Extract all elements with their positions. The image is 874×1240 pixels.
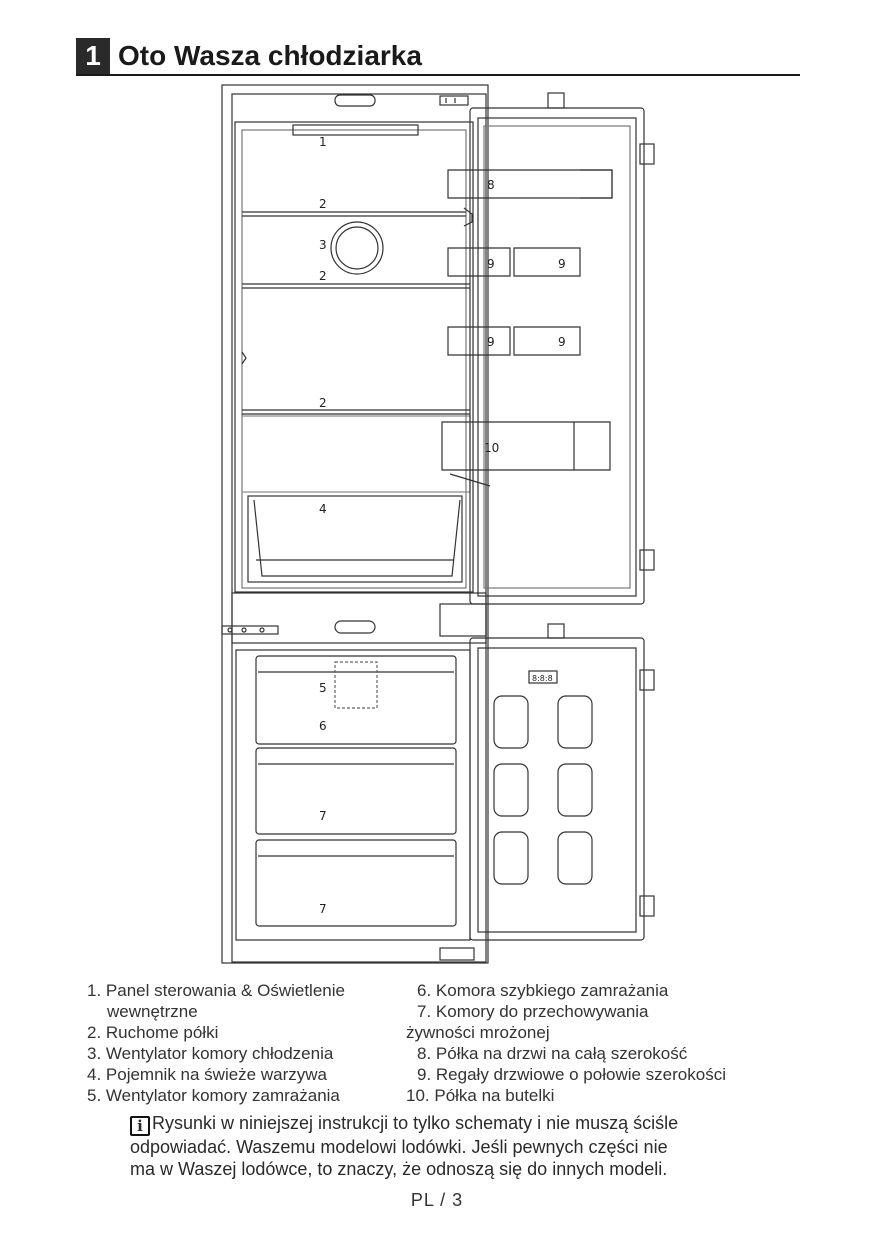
shelf-2c: [242, 410, 470, 414]
legend-item-continuation: żywności mrożonej: [406, 1023, 550, 1042]
shelf-2a: [242, 212, 466, 216]
left-hinge: [222, 626, 278, 634]
crisper-box: [248, 496, 462, 582]
info-icon: i: [130, 1116, 150, 1136]
legend-item: 4. Pojemnik na świeże warzywa: [87, 1065, 327, 1084]
fridge-cavity-inner: [242, 130, 466, 588]
freezer-drawer-3: [256, 840, 456, 926]
callout-7: 7: [319, 902, 327, 916]
freezer-cavity: [236, 650, 470, 940]
fridge-door-liner: [484, 126, 630, 588]
note-text: Rysunki w niniejszej instrukcji to tylko schematy i nie muszą ściśle: [152, 1113, 679, 1133]
middle-handle: [335, 621, 375, 633]
legend-item: 10. Półka na butelki: [406, 1086, 555, 1105]
freezer-door: [470, 624, 654, 940]
freezer-door-pin: [548, 624, 564, 638]
legend-item: 9. Regały drzwiowe o połowie szerokości: [417, 1065, 726, 1084]
cabinet-outline: [222, 85, 488, 963]
freezer-door-hinge-bottom: [640, 896, 654, 916]
shelf-clip: [242, 352, 246, 364]
fridge-door-hinge-top: [640, 144, 654, 164]
top-hinge: [440, 96, 468, 105]
freezer-fan-outline: [335, 662, 377, 708]
page-number: PL / 3: [410, 1190, 464, 1210]
section-number: 1: [76, 38, 110, 74]
callout-2: 2: [319, 269, 327, 283]
bottom-hinge: [440, 948, 474, 960]
callout-10: 10: [484, 441, 500, 455]
door-pocket: [558, 696, 592, 748]
fridge-door-hinge-bottom: [640, 550, 654, 570]
shelf-2b: [242, 284, 470, 288]
shelf-support: [464, 208, 472, 226]
legend-item: 2. Ruchome półki: [87, 1023, 219, 1042]
callout-9: 9: [558, 335, 566, 349]
legend-item: 1. Panel sterowania & Oświetlenie: [87, 981, 345, 1000]
section-title: Oto Wasza chłodziarka: [118, 40, 422, 71]
door-pocket: [494, 764, 528, 816]
fridge-door-outline: [470, 108, 644, 604]
door-pocket: [494, 832, 528, 884]
callout-5: 5: [319, 681, 327, 695]
callout-4: 4: [319, 502, 327, 516]
fridge-cavity: [235, 122, 473, 592]
fan-fridge: [331, 222, 383, 274]
legend-item: 6. Komora szybkiego zamrażania: [417, 981, 669, 1000]
cabinet: [222, 85, 488, 963]
door-pocket: [494, 696, 528, 748]
callout-1: 1: [319, 135, 327, 149]
freezer-drawer-1: [256, 656, 456, 744]
note-line-1: [130, 1112, 770, 1136]
callout-2: 2: [319, 197, 327, 211]
display-readout: 8:8:8: [532, 674, 553, 683]
fridge-door-pin: [548, 93, 564, 108]
bottle-shelf-10: [442, 422, 610, 486]
door-pocket: [558, 764, 592, 816]
legend-right: [406, 980, 726, 1106]
freezer-door-hinge-top: [640, 670, 654, 690]
compartment-divider: [222, 593, 486, 643]
legend-item: 7. Komory do przechowywania: [417, 1002, 649, 1021]
callout-9: 9: [487, 257, 495, 271]
top-handle: [335, 95, 375, 106]
door-pocket: [558, 832, 592, 884]
fridge-door: [442, 93, 654, 604]
fridge-compartment: [235, 122, 473, 592]
legend-item: 8. Półka na drzwi na całą szerokość: [417, 1044, 688, 1063]
freezer-drawer-2: [256, 748, 456, 834]
callout-9: 9: [558, 257, 566, 271]
middle-hinge-bracket: [440, 604, 486, 636]
note: [130, 1112, 770, 1180]
freezer-compartment: [236, 650, 474, 960]
crisper-cover: [242, 416, 470, 492]
callout-2: 2: [319, 396, 327, 410]
legend-left: [87, 980, 345, 1106]
cabinet-inner-outline: [232, 94, 486, 962]
callout-8: 8: [487, 178, 495, 192]
callout-7: 7: [319, 809, 327, 823]
legend-item: 3. Wentylator komory chłodzenia: [87, 1044, 334, 1063]
note-line-3: ma w Waszej lodówce, to znaczy, że odnoszą się do innych modeli.: [130, 1159, 668, 1179]
callout-3: 3: [319, 238, 327, 252]
freezer-door-inner: [478, 648, 636, 932]
callout-6: 6: [319, 719, 327, 733]
note-line-2: odpowiadać. Waszemu modelowi lodówki. Jeśli pewnych części nie: [130, 1137, 668, 1157]
legend-item-continuation: wewnętrzne: [107, 1002, 198, 1021]
callout-9: 9: [487, 335, 495, 349]
legend-item: 5. Wentylator komory zamrażania: [87, 1086, 340, 1105]
